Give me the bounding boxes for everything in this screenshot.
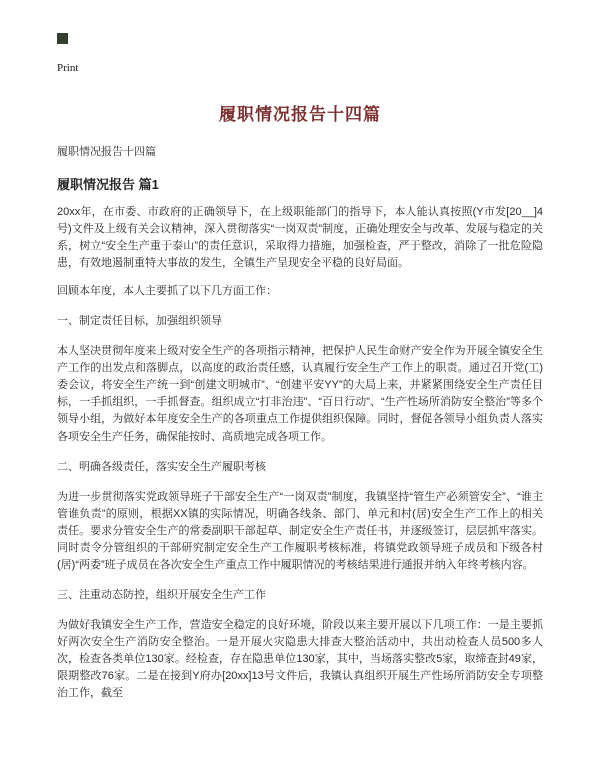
- section-two-heading: 二、明确各级责任，落实安全生产履职考核: [57, 460, 266, 473]
- section-three-heading: 三、注重动态防控，组织开展安全生产工作: [57, 588, 266, 601]
- print-button[interactable]: Print: [57, 62, 79, 74]
- logo-square-icon: [57, 33, 68, 44]
- section-one-heading: 一、制定责任目标，加强组织领导: [57, 315, 222, 328]
- article-heading: 履职情况报告 篇1: [57, 177, 159, 192]
- paragraph-section-three: 为做好我镇安全生产工作，营造安全稳定的良好环境，阶段以来主要开展以下几项工作：一是主要抓好两次安全生产消防安全整治。一是开展火灾隐患大排查大整治活动中，共出动检查人员500多人次，检查各类单位130家。经检查，存在隐患单位130家，其中，当场落实整改5家，取缔查封49家，限期整改76家。二是在接到Y府办[20xx]13号文件后，我镇认真组织开展生产性场所消防安全专项整治工作，截至: [57, 618, 543, 700]
- paragraph-section-two: 为进一步贯彻落实党政领导班子干部安全生产“一岗双责”制度，我镇坚持“管生产必须管安全”、“谁主管谁负责”的原则，根据XX镇的实际情况，明确各线条、部门、单元和村(居)安全生产工作上的相关责任。要求分管安全生产的常委副职干部起草、制定安全生产责任书，并逐级签订，层层抓牢落实。同时责令分管组织的干部研究制定安全生产工作履职考核标准，将镇党政领导班子成员和下级各村(居)“两委”班子成员在各次安全生产重点工作中履职情况的考核结果进行通报并纳入年终考核内容。: [57, 490, 543, 571]
- page-title: 履职情况报告十四篇: [219, 105, 381, 124]
- paragraph-intro: 20xx年，在市委、市政府的正确领导下，在上级职能部门的指导下，本人能认真按照(Y市发[20__]4号)文件及上级有关会议精神，深入贯彻落实“一岗双责”制度，正确处理安全与改革、发展与稳定的关系，树立“安全生产重于泰山”的责任意识，采取得力措施，加强检查，严于整改，消除了一批危险隐患，有效地遏制重特大事故的发生，全镇生产呈现安全平稳的良好局面。: [57, 206, 543, 270]
- document-subtitle: 履职情况报告十四篇: [57, 146, 156, 158]
- paragraph-section-one: 本人坚决贯彻年度来上级对安全生产的各项指示精神，把保护人民生命财产安全作为开展全镇安全生产工作的出发点和落脚点，以高度的政治责任感，认真履行安全生产工作上的职责。通过召开党(工)委会议，将安全生产统一到“创建文明城市”、“创建平安YY”的大局上来，并紧紧围绕安全生产责任目标，一手抓组织，一手抓督查。组织成立“打非治违”、“百日行动”、“生产性场所消防安全整治”等多个领导小组，为做好本年度安全生产的各项重点工作提供组织保障。同时，督促各领导小组负责人落实各项安全生产任务，确保能按时、高质地完成各项工作。: [57, 345, 543, 443]
- paragraph-review: 回顾本年度，本人主要抓了以下几方面工作：: [57, 285, 277, 298]
